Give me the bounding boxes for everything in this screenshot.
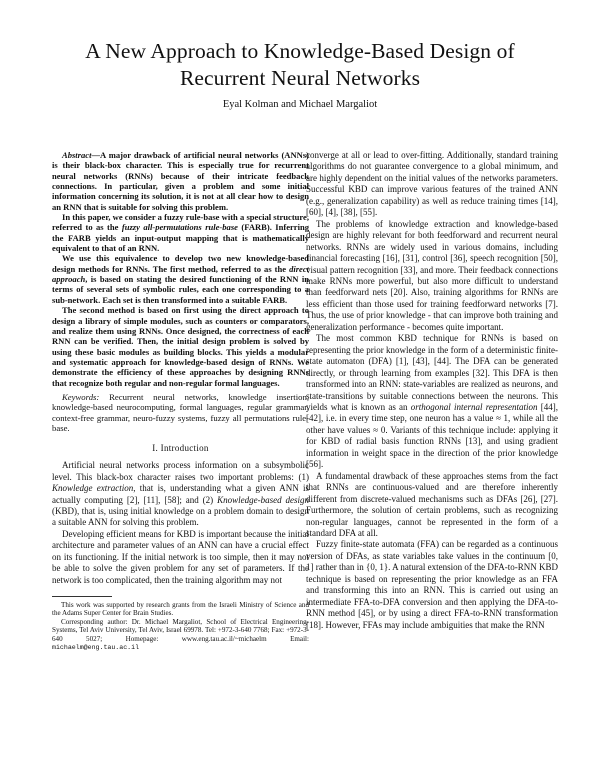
keywords-text: Recurrent neural networks, knowledge insertion, knowledge-based neurocomputing, formal languages, regular grammar, context-free grammar, neuro-fuzzy systems, fuzzy all permutations rule-base. xyxy=(52,391,309,434)
abstract xyxy=(52,150,309,388)
keywords-label: Keywords: xyxy=(62,391,100,402)
abstract-paragraph-1 xyxy=(52,150,309,212)
intro-emphasis-extraction: Knowledge extraction xyxy=(52,483,134,494)
abstract-emphasis-farb: fuzzy all-permutations rule-base xyxy=(121,222,238,233)
footnote-email: michaelm@eng.tau.ac.il xyxy=(52,644,140,652)
introduction-body xyxy=(52,460,309,585)
abstract-label: Abstract xyxy=(62,150,92,160)
footnote-rule xyxy=(52,596,112,597)
right-text-3b: [44], [42], i.e. in every time step, one neuron has a value ≈ 1, while all the other have values ≈ 0. Variants of this technique include: applying it for KBD of radial basis function RNNs [13], and using gradient information in weight space in the direction of the prior knowledge [56]. xyxy=(306,401,559,470)
right-paragraph-5: Fuzzy finite-state automata (FFA) can be regarded as a continuous version of DFAs, as state variables take values in the continuum [0, 1] rather than in {0, 1}. A natural extension of the DFA-to-RNN KBD technique is based on representing the prior knowledge as an FFA and transforming this into an RNN. This is carried out using an intermediate FFA-to-DFA conversion and then applying the DFA-to-RNN method [45], or by using a direct FFA-to-RNN transformation [18]. However, FFAs may include ambiguities that make the RNN xyxy=(306,539,558,630)
abstract-paragraph-4: The second method is based on first using the direct approach to design a library of simple modules, such as counters or comparators, and realize them using RNNs. Once designed, the correctness of each RNN can be verified. Then, the initial design problem is solved by using these basic modules as building blocks. This yields a modular and systematic approach for knowledge-based design of RNNs. We demonstrate the efficiency of these approaches by designing RNNs that recognize both regular and non-regular formal languages. xyxy=(52,305,309,388)
title-line-2: Recurrent Neural Networks xyxy=(179,66,421,90)
abstract-paragraph-2 xyxy=(52,212,309,253)
footnote-funding: This work was supported by research grants from the Israeli Ministry of Science and the Adams Super Center for Brain Studies. xyxy=(52,600,309,618)
abstract-text-2b: (FARB). Inferring the FARB yields an input-output mapping that is mathematically equivalent to that of an RNN. xyxy=(52,222,309,254)
section-heading-introduction: I. Introduction xyxy=(152,442,209,453)
title-line-1: A New Approach to Knowledge-Based Design of xyxy=(85,39,515,63)
right-paragraph-2: The problems of knowledge extraction and knowledge-based design are highly relevant for both feedforward and recurrent neural networks. RNNs are widely used in various domains, including financial forecasting [16], [31], control [36], speech recognition [50], visual pattern recognition [33], and more. Their feedback connections make RNNs more powerful, but also more difficult to understand than feedforward nets [20]. Also, training algorithms for RNNs are less efficient than those used for training feedforward networks [7]. Thus, the use of prior knowledge - that can improve both training and generalization performance - becomes quite important. xyxy=(306,218,558,332)
paper-title xyxy=(0,38,600,92)
left-column xyxy=(52,150,309,653)
footnotes xyxy=(52,601,309,653)
right-emphasis-orthogonal: orthogonal internal representation xyxy=(410,401,538,412)
intro-emphasis-design: Knowledge-based design xyxy=(217,494,309,505)
abstract-text-3a: We use this equivalence to develop two new knowledge-based design methods for RNNs. The first method, referred to as the xyxy=(52,253,309,274)
intro-paragraph-2: Developing efficient means for KBD is important because the initial architecture and parameter values of an ANN can have a crucial effect on its functioning. If the initial network is too simple, then it may not be able to solve the given problem for any set of parameters. If the network is too complicated, then the training algorithm may not xyxy=(52,528,309,585)
right-paragraph-1: converge at all or lead to over-fitting. Additionally, standard training algorithms do not guarantee convergence to a global minimum, and are highly dependent on the initial values of the networks parameters. Successful KBD can improve various features of the trained ANN (e.g., generalization capability) as well as reduce training times [14], [60], [4], [38], [55]. xyxy=(306,150,558,218)
intro-text-1a: Artificial neural networks process information on a subsymbolic level. This black-box character raises two important problems: (1) xyxy=(52,460,309,482)
intro-text-1b: , that is, understanding what a given ANN is actually computing [2], [11], [58]; and (2) xyxy=(52,483,309,505)
intro-text-1c: (KBD), that is, using initial knowledge on a problem domain to design a suitable ANN for solving this problem. xyxy=(52,506,309,528)
abstract-text-2a: In this paper, we consider a fuzzy rule-base with a special structure, referred to as the xyxy=(52,212,309,233)
intro-paragraph-1 xyxy=(52,460,309,528)
abstract-paragraph-3 xyxy=(52,253,309,305)
keywords xyxy=(52,392,309,434)
abstract-text-3b: , is based on stating the desired functioning of the RNN in terms of several sets of symbolic rules, each one corresponding to a sub-network. Each set is then transformed into a suitable FARB. xyxy=(52,274,309,305)
right-text-3a: The most common KBD technique for RNNs is based on representing the prior knowledge in the form of a deterministic finite-state automaton (DFA) [1], [43], [44]. The DFA can be generated directly, or through learning from examples [32]. This DFA is then transformed into an RNN: state-variables are realized as neurons, and state-transitions by suitable connections between the neurons. This yields what is known as an xyxy=(306,333,558,412)
right-paragraph-4: A fundamental drawback of these approaches stems from the fact that RNNs are continuous-valued and are therefore inherently different from discrete-valued mechanisms such as DFAs [26], [27]. Furthermore, the solution of certain problems, such as recognizing non-regular languages, cannot be represented in the form of a standard DFA at all. xyxy=(306,470,558,538)
footnote-correspondence xyxy=(52,618,309,653)
footnote-contact-text: Corresponding author: Dr. Michael Margaliot, School of Electrical Engineering-Systems, Tel Aviv University, Tel Aviv, Israel 69978. Tel: +972-3-640 7768; Fax: +972-3-640 5027; Homepage: www.eng.tau.ac.il/~michaelm Email: xyxy=(52,617,309,643)
authors: Eyal Kolman and Michael Margaliot xyxy=(222,99,378,110)
right-column xyxy=(306,150,558,631)
right-paragraph-3 xyxy=(306,333,558,470)
abstract-text-1: —A major drawback of artificial neural networks (ANNs) is their black-box character. This is especially true for recurrent neural networks (RNNs) because of their intricate feedback connections. In particular, given a problem and some initial information concerning its solution, it is not at all clear how to design an RNN that is suitable for solving this problem. xyxy=(52,150,309,212)
abstract-emphasis-direct: direct approach xyxy=(52,263,309,285)
